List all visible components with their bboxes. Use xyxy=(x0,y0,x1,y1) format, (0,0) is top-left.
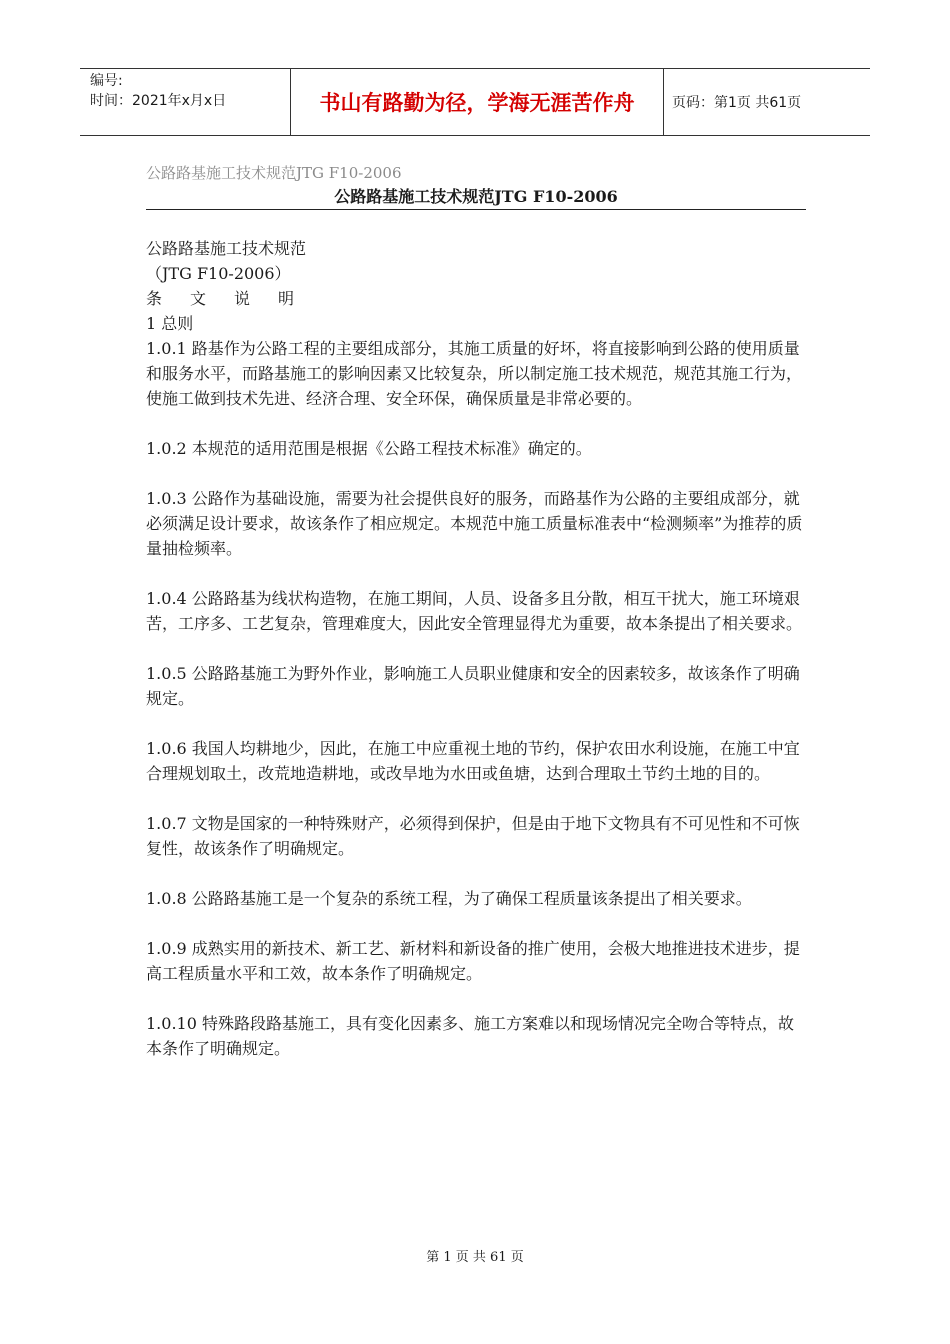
page-header xyxy=(80,68,870,136)
paragraph: 1.0.9 成熟实用的新技术、新工艺、新材料和新设备的推广使用，会极大地推进技术进步，提高工程质量水平和工效，故本条作了明确规定。 xyxy=(146,939,800,983)
paragraph: 1.0.7 文物是国家的一种特殊财产，必须得到保护，但是由于地下文物具有不可见性和不可恢复性，故该条作了明确规定。 xyxy=(146,814,800,858)
document-title: 公路路基施工技术规范JTG F10-2006 xyxy=(334,187,618,206)
paragraph: 1.0.3 公路作为基础设施，需要为社会提供良好的服务，而路基作为公路的主要组成部分，就必须满足设计要求，故该条作了相应规定。本规范中施工质量标准表中“检测频率”为推荐的质量抽检频率。 xyxy=(146,489,803,558)
header-motto: 书山有路勤为径，学海无涯苦作舟 xyxy=(291,69,664,136)
header-page-info: 页码：第1页 共61页 xyxy=(672,95,802,111)
section-heading: 条文说明 xyxy=(146,289,323,308)
number-label: 编号: xyxy=(90,73,123,89)
chapter-heading: 1 总则 xyxy=(146,314,194,333)
paragraph: 1.0.4 公路路基为线状构造物，在施工期间，人员、设备多且分散，相互干扰大，施工环境艰苦，工序多、工艺复杂，管理难度大，因此安全管理显得尤为重要，故本条提出了相关要求。 xyxy=(146,589,803,633)
paragraph: 1.0.2 本规范的适用范围是根据《公路工程技术标准》确定的。 xyxy=(146,439,592,458)
date-line: 时间：2021年x月x日 xyxy=(90,93,227,109)
paragraph: 1.0.10 特殊路段路基施工，具有变化因素多、施工方案难以和现场情况完全吻合等特点，故本条作了明确规定。 xyxy=(146,1014,794,1058)
page-footer: 第 1 页 共 61 页 xyxy=(426,1250,524,1265)
document-body xyxy=(146,236,808,1086)
paragraph: 1.0.6 我国人均耕地少，因此，在施工中应重视土地的节约，保护农田水利设施，在施工中宜合理规划取土，改荒地造耕地，或改旱地为水田或鱼塘，达到合理取土节约土地的目的。 xyxy=(146,739,800,783)
header-meta xyxy=(80,69,291,136)
paragraph: 1.0.1 路基作为公路工程的主要组成部分，其施工质量的好坏，将直接影响到公路的使用质量和服务水平，而路基施工的影响因素又比较复杂，所以制定施工技术规范，规范其施工行为，使施工做到技术先进、经济合理、安全环保，确保质量是非常必要的。 xyxy=(146,339,803,408)
paragraph: 1.0.8 公路路基施工是一个复杂的系统工程，为了确保工程质量该条提出了相关要求。 xyxy=(146,889,752,908)
spec-code: （JTG F10-2006） xyxy=(146,264,291,283)
spec-name: 公路路基施工技术规范 xyxy=(146,239,307,258)
paragraph: 1.0.5 公路路基施工为野外作业，影响施工人员职业健康和安全的因素较多，故该条作了明确规定。 xyxy=(146,664,800,708)
title-divider xyxy=(146,209,806,210)
running-subtitle: 公路路基施工技术规范JTG F10-2006 xyxy=(146,164,402,182)
